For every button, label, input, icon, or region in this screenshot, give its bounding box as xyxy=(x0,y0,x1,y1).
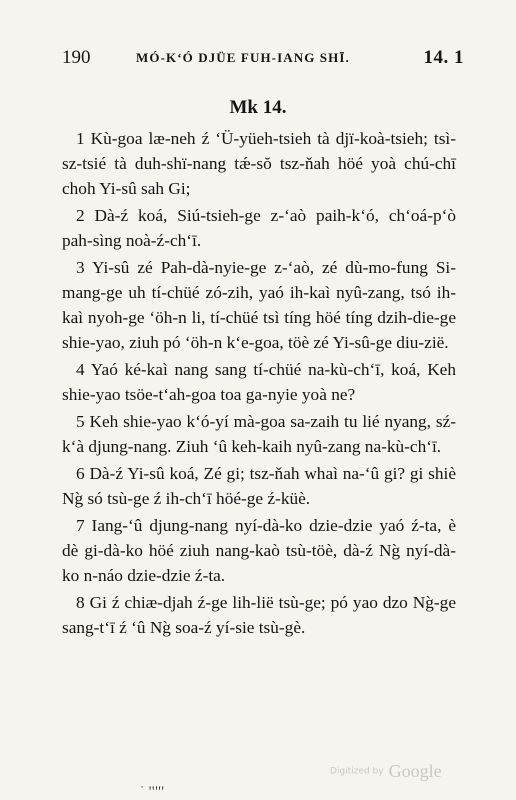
google-logo: Google xyxy=(388,761,442,781)
verse-7: 7 Iang-‘û djung-nang nyí-dà-ko dzie-dzie yaó ź-ta, è dè gi-dà-ko höé ziuh nang-kaò tsù-töè, dà-ź Ng̀ nyí-dà-ko n-náo dzie-dzie ź-ta. xyxy=(62,516,456,585)
chapter-title: Mk 14. xyxy=(229,97,287,118)
running-head: MÓ-K‘Ó DJÜE FUH-IANG SHĪ. xyxy=(136,50,350,65)
watermark-prefix: Digitized by xyxy=(330,766,384,777)
verse-6: 6 Dà-ź Yi-sû koá, Zé gi; tsz-ňah whaì na-‘û gi? gi shiè Ng̀ só tsù-ge ź ih-ch‘ī höé-ge ź-küè. xyxy=(62,464,456,508)
verse-2: 2 Dà-ź koá, Siú-tsieh-ge z-‘aò paih-k‘ó, ch‘oá-p‘ò pah-sìng noà-ź-ch‘ī. xyxy=(62,206,456,250)
digitized-watermark xyxy=(330,761,442,782)
verse-5: 5 Keh shie-yao k‘ó-yí mà-goa sa-zaih tu lié nyang, sź-k‘à djung-nang. Ziuh ‘û keh-kaih nyû-zang na-kù-ch‘ī. xyxy=(62,412,456,456)
verse-1: 1 Kù-goa læ-neh ź ‘Ü-yüeh-tsieh tà djï-koà-tsieh; tsì-sz-tsié tà duh-shï-nang tǽ-sŏ tsz-ňah höé yoà chú-chī choh Yi-sû sah Gi; xyxy=(62,129,456,198)
verse-8: 8 Gi ź chiæ-djah ź-ge lih-lië tsù-ge; pó yao dzo Ng̀-ge sang-t‘ī ź ‘û Ng̀ soa-ź yí-sie tsù-gè. xyxy=(62,593,456,637)
verse-3: 3 Yi-sû zé Pah-dà-nyie-ge z-‘aò, zé dù-mo-fung Si-mang-ge uh tí-chüé zó-zih, yaó ih-kaì nyû-zang, tsó ih-kaì nyoh-ge ‘öh-n li, tí-chüé tsì tíng höé tíng dzih-die-ge shie-yao, ziuh pó ‘öh-n k‘e-goa, töè zé Yi-sû-ge diu-zië. xyxy=(62,258,456,352)
printer-signature-mark: ˙ ꞌꞌꞌꞌꞌ xyxy=(140,783,165,797)
page-number: 190 xyxy=(62,47,91,68)
verse-4: 4 Yaó ké-kaì nang sang tí-chüé na-kù-ch‘ī, koá, Keh shie-yao tsöe-t‘ah-goa toa ga-nyie yoà ne? xyxy=(62,360,456,404)
page-header xyxy=(62,47,464,71)
chapter-reference: 14. 1 xyxy=(423,47,464,68)
verse-list xyxy=(62,126,456,642)
